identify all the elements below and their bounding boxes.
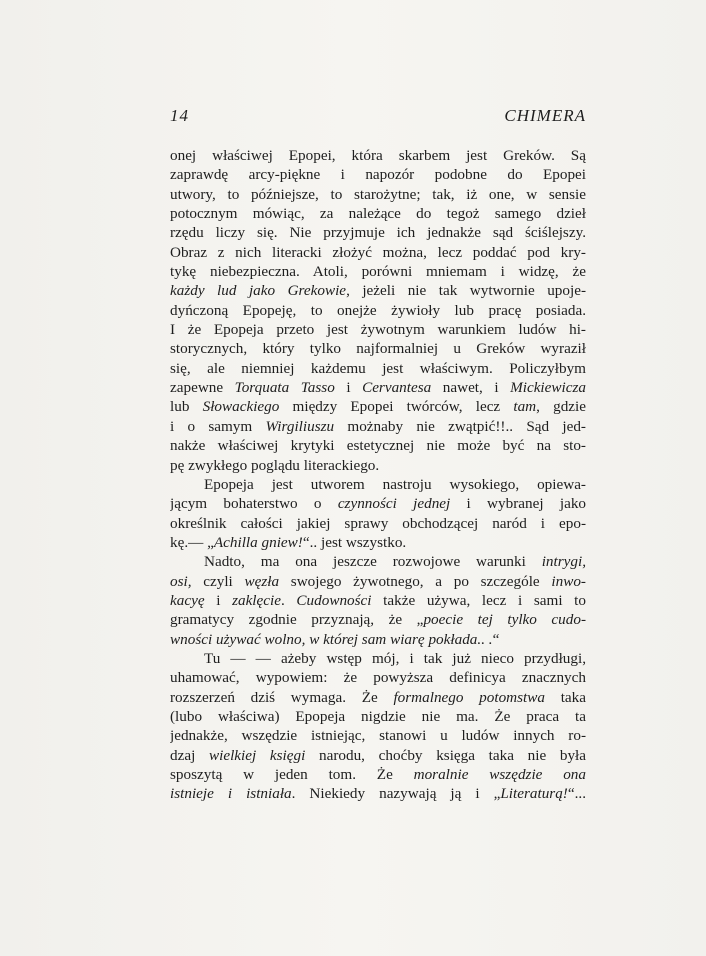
text-segment: , gdzie [536, 398, 586, 416]
text-segment: narodu, choćby księga taka nie była [305, 746, 586, 764]
text-line [170, 610, 586, 629]
text-segment: taka [545, 688, 586, 706]
text-segment: tykę niebezpieczna. Atoli, porówni mniemam i widzę, że [170, 263, 586, 281]
text-segment: zapewne [170, 379, 235, 397]
text-segment: “ [492, 630, 500, 648]
text-line [170, 417, 586, 436]
text-segment: nawet, i [431, 379, 511, 397]
text-segment: określnik całości jakiej sprawy obchodzącej naród i epo- [170, 514, 586, 532]
italic-text: wności używać wolno, w której sam wiarę pokłada.. . [170, 630, 493, 648]
text-segment: (lubo właściwa) Epopeja nigdzie nie ma. Że praca ta [170, 707, 586, 725]
text-line [170, 397, 586, 416]
text-line [170, 378, 586, 397]
text-segment: rzędu liczy się. Nie przyjmuje ich jednakże sąd ściślejszy. [170, 224, 586, 242]
text-segment: między Epopei twórców, lecz [279, 398, 514, 416]
paragraph [170, 475, 586, 552]
text-segment: i [204, 591, 233, 609]
italic-text: poecie tej tylko cudo- [423, 611, 586, 629]
text-line [170, 281, 586, 300]
text-line [170, 320, 586, 339]
paragraph [170, 146, 586, 475]
italic-text: zaklęcie [232, 591, 281, 609]
text-segment: Epopeja jest utworem nastroju wysokiego, opiewa- [204, 475, 586, 493]
page-header [170, 106, 586, 130]
italic-text: Torquata Tasso [234, 379, 335, 397]
text-segment: pę zwykłego poglądu literackiego. [170, 456, 380, 474]
italic-text: istnieje i istniała [170, 785, 292, 803]
text-segment: dyńczoną Epopeję, to onejże żywioły lub pracę posiada. [170, 301, 586, 319]
italic-text: Literaturą! [500, 785, 568, 803]
text-segment: sposzytą w jeden tom. Że [170, 766, 414, 783]
italic-text: Słowackiego [202, 398, 280, 416]
text-segment: i wybranej jako [450, 495, 586, 513]
text-line [170, 726, 586, 745]
text-line [170, 572, 586, 591]
text-segment: , jeżeli nie tak wytwornie upoje- [346, 282, 586, 300]
text-segment: “... [567, 785, 586, 803]
italic-text: intrygi, [541, 553, 586, 571]
text-segment: dzaj [170, 746, 209, 764]
text-segment: gramatycy zgodnie przyznają, że „ [170, 611, 424, 629]
text-segment: swojego żywotnego, a po szczególe [279, 572, 552, 590]
text-segment: także używa, lecz i sami to [371, 591, 586, 609]
text-line [170, 649, 586, 668]
text-segment: nakże właściwej krytyki estetycznej nie może być na sto- [170, 437, 586, 455]
text-line [170, 262, 586, 281]
text-segment: I że Epopeja przeto jest żywotnym warunkiem ludów hi- [170, 321, 586, 339]
text-line [170, 475, 586, 494]
text-line [170, 707, 586, 726]
text-segment: Nadto, ma ona jeszcze rozwojowe warunki [204, 553, 542, 571]
running-title: CHIMERA [504, 106, 586, 125]
text-segment: i [334, 379, 363, 397]
text-segment: zaprawdę arcy-piękne i napozór podobne do Epopei [170, 166, 586, 184]
text-line [170, 552, 586, 571]
text-segment: i o samym [170, 417, 266, 435]
text-line [170, 223, 586, 242]
text-line [170, 204, 586, 223]
italic-text: inwo- [551, 572, 586, 590]
text-line [170, 301, 586, 320]
text-line [170, 185, 586, 204]
text-segment: lub [170, 398, 203, 416]
italic-text: Cervantesa [362, 379, 432, 397]
body-text [170, 146, 586, 804]
text-line [170, 591, 586, 610]
italic-text: każdy lud jako Grekowie [170, 282, 347, 300]
text-line [170, 784, 586, 803]
text-line [170, 165, 586, 184]
text-segment: jącym bohaterstwo o [170, 495, 338, 513]
text-line [170, 359, 586, 378]
text-segment: jednakże, wszędzie istniejąc, stanowi u ludów innych ro- [170, 727, 586, 745]
italic-text: tam [513, 398, 537, 416]
text-line [170, 688, 586, 707]
text-segment: potocznym mówiąc, za należące do tegoż samego dzieł [170, 205, 586, 223]
text-line [170, 436, 586, 455]
text-segment: możnaby nie zwątpić!!.. Sąd jed- [334, 417, 586, 435]
text-segment: utwory, to późniejsze, to starożytne; tak, iż one, w sensie [170, 185, 586, 203]
italic-text: węzła [244, 572, 280, 590]
text-segment: Obraz z nich literacki złożyć można, lecz poddać pod kry- [170, 243, 586, 261]
text-line [170, 765, 586, 784]
italic-text: wielkiej księgi [208, 746, 306, 764]
text-segment: . [280, 591, 297, 609]
paragraph [170, 552, 586, 649]
italic-text: formalnego potomstwa [393, 688, 546, 706]
text-line [170, 146, 586, 165]
text-line [170, 243, 586, 262]
text-line [170, 533, 586, 552]
text-segment: onej właściwej Epopei, która skarbem jest Greków. Są [170, 147, 586, 164]
text-line [170, 630, 586, 649]
text-line [170, 456, 586, 475]
italic-text: osi, [170, 572, 192, 590]
italic-text: Cudowności [296, 591, 372, 609]
text-line [170, 494, 586, 513]
page-number: 14 [170, 106, 189, 125]
text-segment: czyli [191, 572, 245, 590]
text-segment: Tu — — ażeby wstęp mój, i tak już nieco przydługi, [204, 649, 586, 667]
italic-text: moralnie wszędzie ona [413, 766, 586, 783]
text-line [170, 339, 586, 358]
text-segment: się, ale niemniej każdemu jest właściwym. Policzyłbym [170, 359, 586, 377]
italic-text: kacyę [170, 591, 205, 609]
text-segment: . Niekiedy nazywają ją i „ [291, 785, 501, 803]
italic-text: Mickiewicza [510, 379, 586, 397]
text-segment: uhamować, wypowiem: że powyższa definicya znacznych [170, 669, 586, 687]
paragraph [170, 649, 586, 804]
text-segment: kę.— „ [170, 533, 214, 551]
text-line [170, 514, 586, 533]
italic-text: Achilla gniew! [213, 533, 303, 551]
text-line [170, 668, 586, 687]
text-segment: rozszerzeń dziś wymaga. Że [170, 688, 394, 706]
text-segment: “.. jest wszystko. [302, 533, 407, 551]
text-segment: storycznych, który tylko najformalniej u Greków wyraził [170, 340, 586, 358]
italic-text: czynności jednej [337, 495, 451, 513]
text-line [170, 746, 586, 765]
italic-text: Wirgiliuszu [265, 417, 335, 435]
